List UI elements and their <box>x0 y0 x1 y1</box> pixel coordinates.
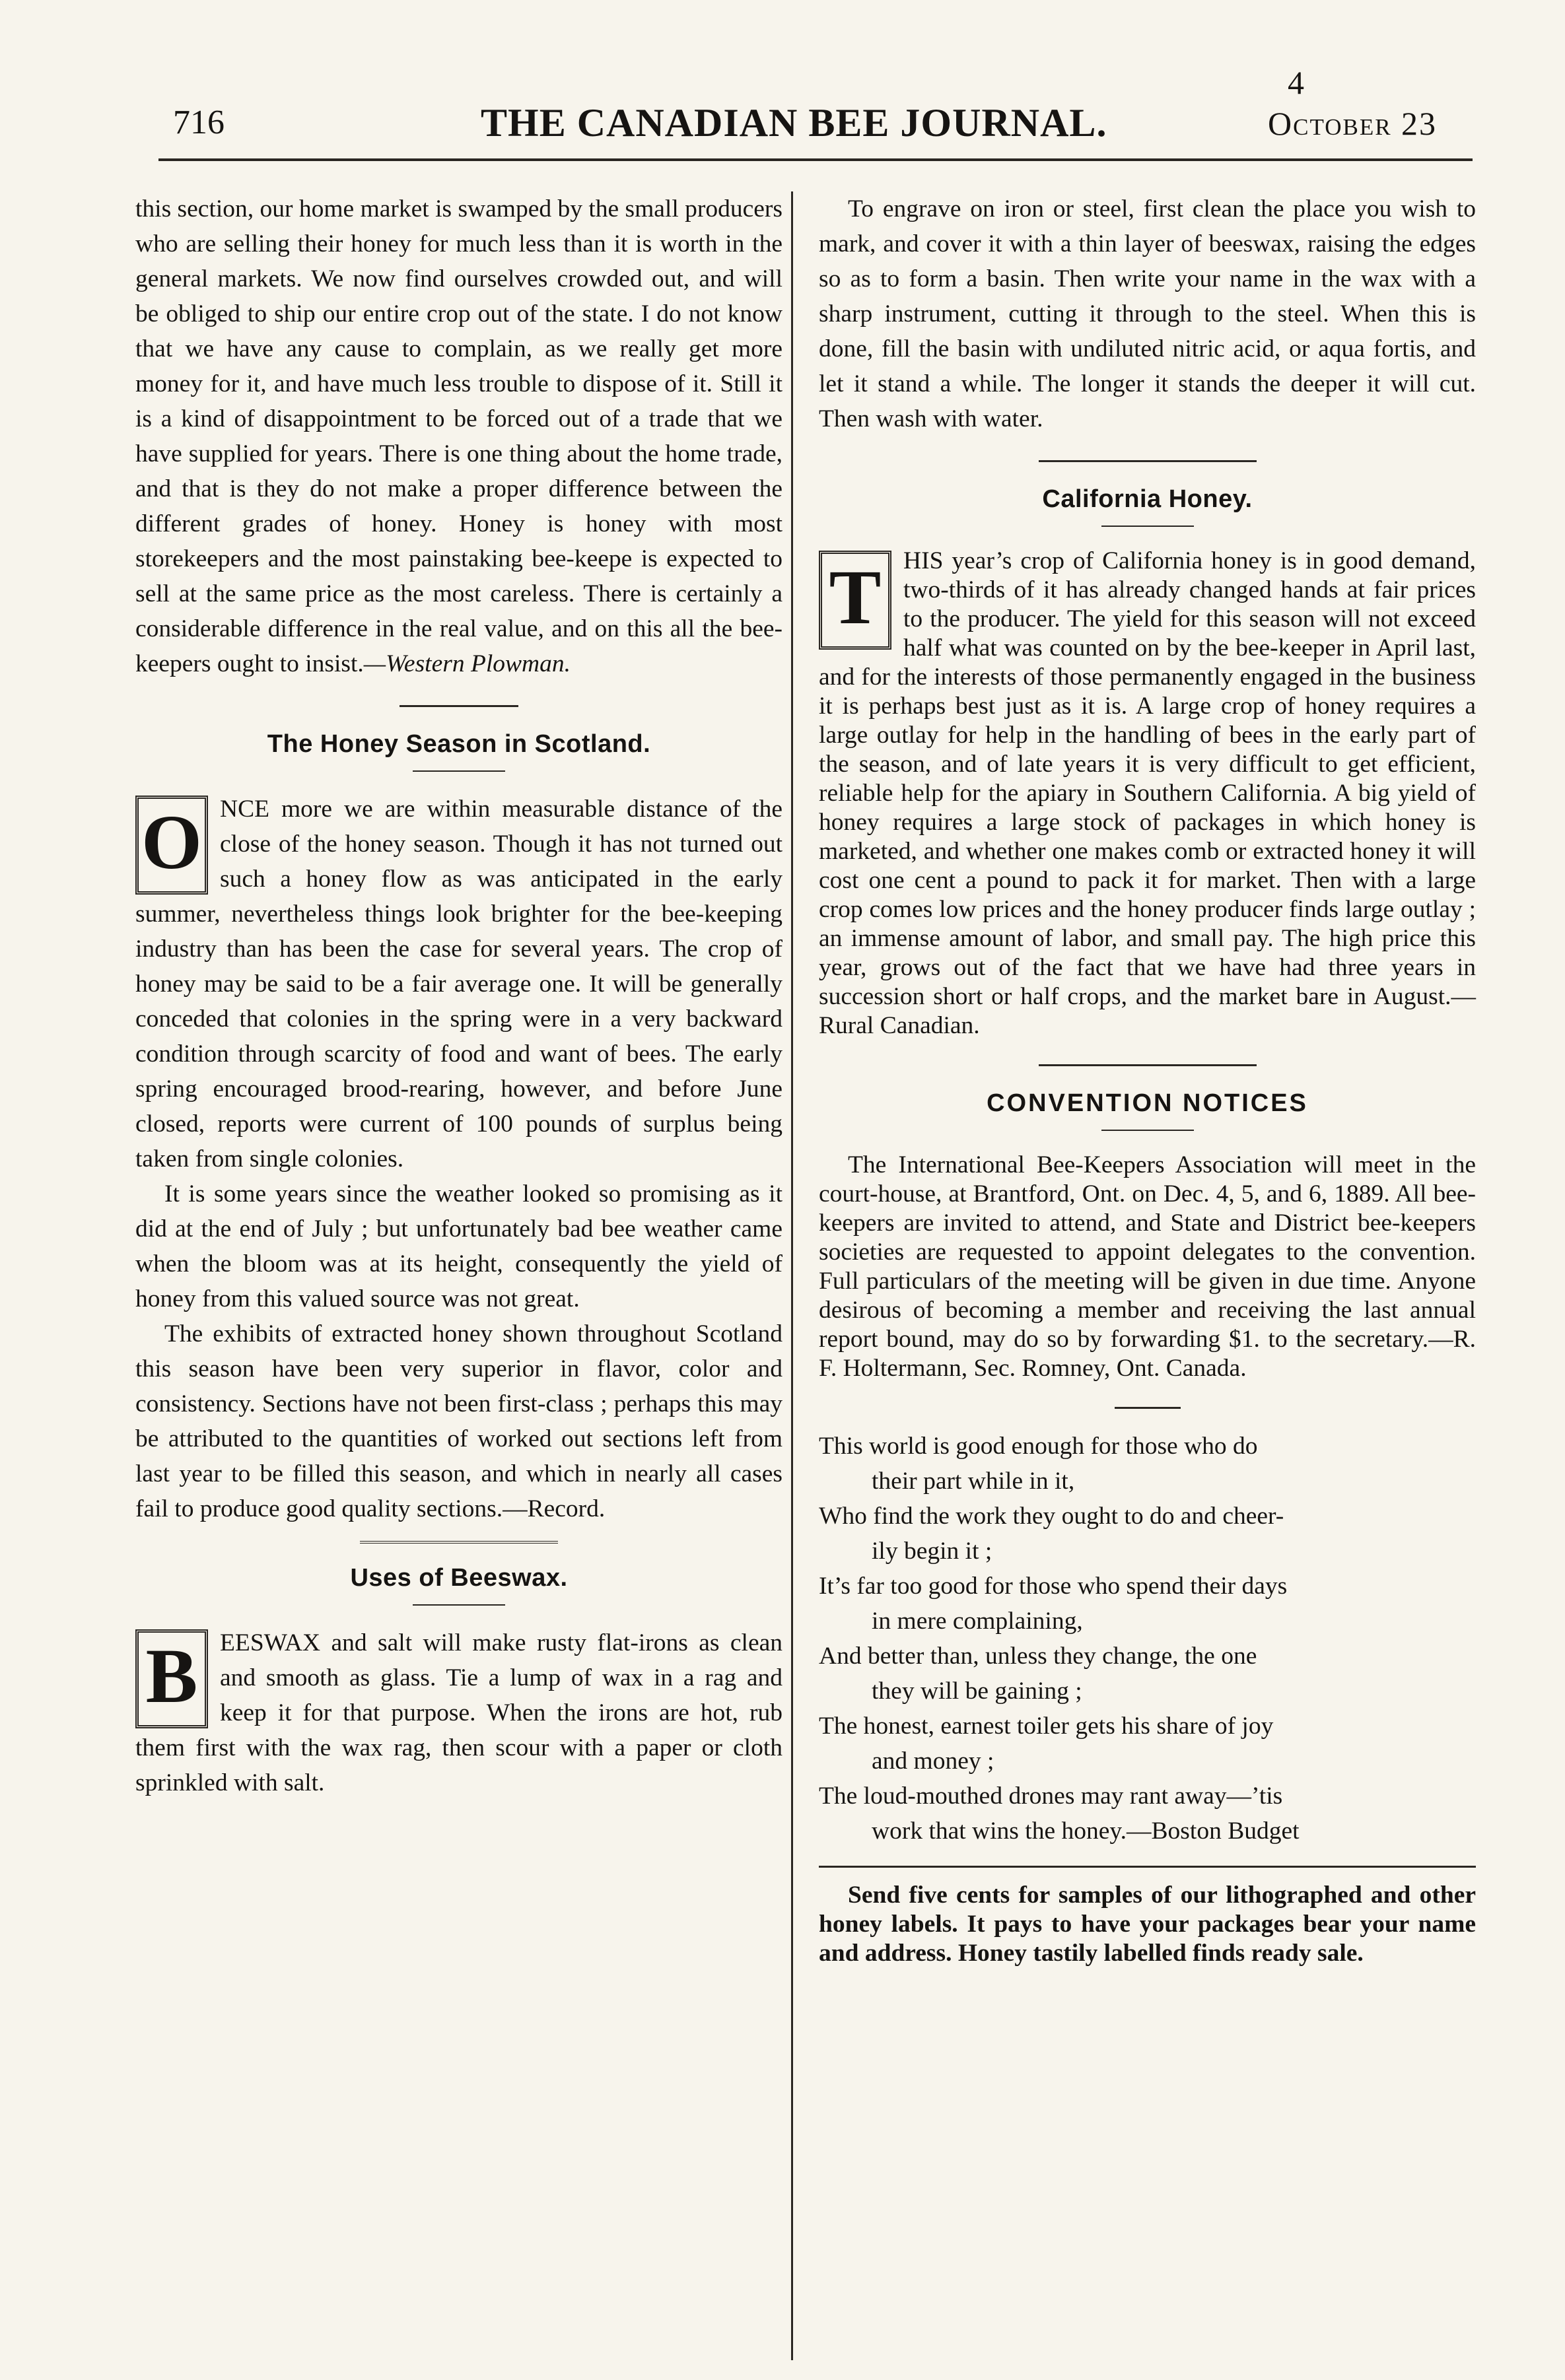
poem-line: their part while in it, <box>872 1468 1075 1495</box>
page-header <box>0 64 1565 157</box>
advert-divider <box>819 1866 1476 1868</box>
market-text: this section, our home market is swamped by the small producers who are selling their honey for much less than it is worth in the general markets. We now find ourselves crowded out, and will be obliged to ship our entire crop out of the state. I do not know that we have any cause to complain, as we really get more money for it, and have much less trouble to dispose of it. Still it is a kind of disappointment to be forced out of a trade that we have supplied for years. There is one thing about the home trade, and that is they do not make a proper difference between the different grades of honey. Honey is honey with most storekeepers and the most painstaking bee-keepe is expected to sell at the same price as the most careless. There is certainly a considerable difference in the real value, and on this all the bee-keepers ought to insist. <box>135 195 782 677</box>
poem-line: This world is good enough for those who do <box>819 1433 1258 1460</box>
dropcap-t: T <box>819 551 891 650</box>
beeswax-text: and salt will make rusty flat-irons as clean and smooth as glass. Tie a lump of wax in a rag and keep it for that purpose. When the irons are hot, rub them first with the wax rag, then scour with a paper or cloth sprinkled with salt. <box>135 1629 782 1796</box>
dropcap-o: O <box>135 796 208 895</box>
scotland-paragraph-3: The exhibits of extracted honey shown throughout Scotland this season have been very superior in flavor, color and consistency. Sections have not been first-class ; perhaps this may be attributed to the quantities of worked out sections left from last year to be filled this season, and which in nearly all cases fail to produce good quality sections.—Record. <box>135 1320 782 1522</box>
scotland-heading: The Honey Season in Scotland. <box>267 730 651 758</box>
poem <box>819 1429 1476 1849</box>
heading-underline <box>413 770 505 772</box>
poem-line: The loud-mouthed drones may rant away—’tis <box>819 1783 1283 1810</box>
page-number: 716 <box>173 104 225 141</box>
convention-article <box>819 1151 1476 1383</box>
california-article <box>819 547 1476 1040</box>
scotland-paragraph-2: It is some years since the weather looked so promising as it did at the end of July ; but unfortunately bad bee weather came when the bloom was at its height, consequently the yield of honey from this valued source was not great. <box>135 1180 782 1312</box>
poem-line: in mere complaining, <box>872 1608 1083 1635</box>
poem-line: And better than, unless they change, the one <box>819 1643 1257 1670</box>
advert-block <box>819 1881 1476 1968</box>
short-divider <box>1115 1407 1181 1409</box>
poem-line: work that wins the honey.—Boston Budget <box>872 1818 1300 1845</box>
advert-text: Send five cents for samples of our lithographed and other honey labels. It pays to have your packages bear your name and address. Honey tastily labelled finds ready sale. <box>819 1882 1476 1967</box>
poem-line: ily begin it ; <box>872 1538 992 1565</box>
heading-underline <box>1101 526 1194 527</box>
journal-title: THE CANADIAN BEE JOURNAL. <box>481 101 1107 145</box>
convention-heading: CONVENTION NOTICES <box>987 1089 1308 1117</box>
section-divider <box>400 705 518 707</box>
california-heading: California Honey. <box>1042 485 1253 513</box>
beeswax-paragraph <box>135 1625 782 1800</box>
market-source: —Western Plowman. <box>363 650 571 677</box>
section-divider <box>1039 460 1257 462</box>
convention-paragraph: The International Bee-Keepers Association will meet in the court-house, at Brantford, Ont. on Dec. 4, 5, and 6, 1889. All bee-keepers are invited to attend, and State and District bee-keepers societies are requested to appoint delegates to the convention. Full particulars of the meeting will be given in due time. Anyone desirous of becoming a member and receiving the last annual report bound, may do so by forwarding $1. to the secretary.—R. F. Holtermann, Sec. Romney, Ont. Canada. <box>819 1151 1476 1382</box>
heading-underline <box>1101 1130 1194 1131</box>
scotland-text-1: more we are within measurable distance of the close of the honey season. Though it has not turned out such a honey flow as was anticipated in the early summer, nevertheless things look brighter for the bee-keeping industry than has been the case for several years. The crop of honey may be said to be a fair average one. It will be generally conceded that colonies in the spring were in a very backward condition through scarcity of food and want of bees. The early spring encouraged brood-rearing, however, and before June closed, reports were current of 100 pounds of surplus being taken from single colonies. <box>135 796 782 1173</box>
dropcap-b: B <box>135 1629 208 1728</box>
issue-date: October 23 <box>1268 105 1438 142</box>
poem-line: The honest, earnest toiler gets his share of joy <box>819 1713 1274 1740</box>
heading-underline <box>413 1604 505 1606</box>
header-rule <box>158 158 1473 161</box>
engrave-paragraph: To engrave on iron or steel, first clean the place you wish to mark, and cover it with a thin layer of beeswax, raising the edges so as to form a basin. Then write your name in the wax with a sharp instrument, cutting it through to the steel. When this is done, fill the basin with undiluted nitric acid, or aqua fortis, and let it stand a while. The longer it stands the deeper it will cut. Then wash with water. <box>819 195 1476 432</box>
beeswax-heading: Uses of Beeswax. <box>350 1564 568 1592</box>
column-rule <box>791 191 793 2360</box>
poem-line: they will be gaining ; <box>872 1678 1082 1705</box>
margin-mark: 4 <box>1288 64 1304 101</box>
right-column <box>819 191 1476 1968</box>
market-article <box>135 191 782 681</box>
california-paragraph <box>819 547 1476 1040</box>
beeswax-first-word: EESWAX <box>220 1629 321 1656</box>
california-first-word: HIS <box>903 547 944 574</box>
poem-line: Who find the work they ought to do and cheer- <box>819 1503 1284 1530</box>
poem-line: It’s far too good for those who spend their days <box>819 1573 1288 1600</box>
poem-line: and money ; <box>872 1748 994 1775</box>
left-column <box>135 191 782 1800</box>
ornamental-divider <box>360 1541 558 1544</box>
california-text: year’s crop of California honey is in good demand, two-thirds of it has already changed hands at fair prices to the producer. The yield for this season will not exceed half what was counted on by the bee-keeper in April last, and for the interests of those permanently engaged in the business it is perhaps best just as it is. A large crop of honey requires a large outlay for help in the handling of bees in the early part of the season, and of late years it is very difficult to get efficient, reliable help for the apiary in Southern California. A big yield of honey requires a large stock of packages in which honey is marketed, and whether one makes comb or extracted honey it will cost one cent a pound to pack it for market. Then with a large crop comes low prices and the honey producer finds large outlay ; an immense amount of labor, and small pay. The high price this year, grows out of the fact that we have had three years in succession short or half crops, and the market bare in August.—Rural Canadian. <box>819 547 1476 1039</box>
scotland-first-word: NCE <box>220 796 269 823</box>
scotland-paragraph-1 <box>135 792 782 1176</box>
section-divider <box>1039 1064 1257 1066</box>
